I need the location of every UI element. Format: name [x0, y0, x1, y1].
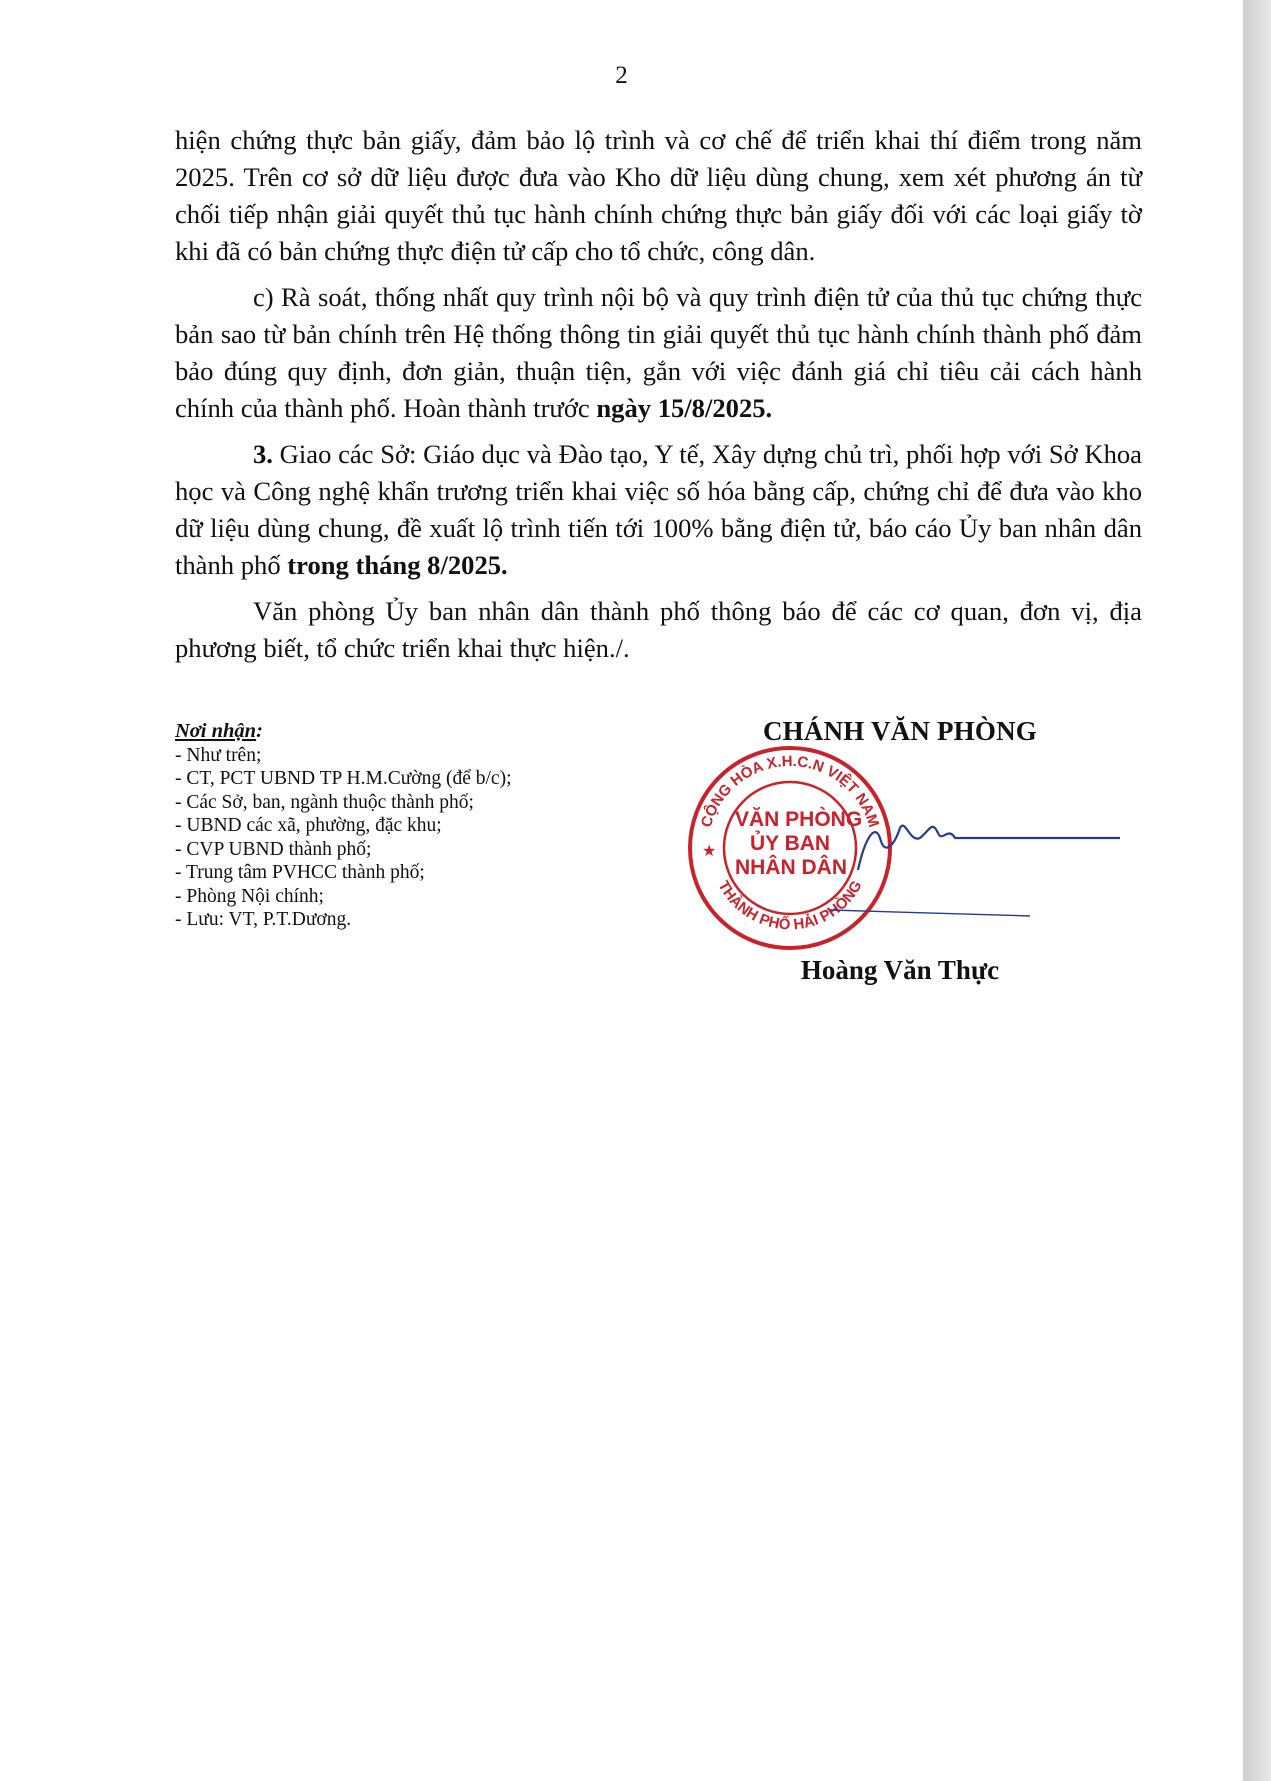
- recipient-list: [175, 744, 512, 932]
- body-paragraph: [175, 279, 1142, 427]
- recipients-title-text: Nơi nhận: [175, 720, 257, 742]
- text-run: Văn phòng Ủy ban nhân dân thành phố thông báo để các cơ quan, đơn vị, địa phương biết, tổ chức triển khai thực hiện./.: [175, 596, 1142, 663]
- page-number: 2: [615, 62, 628, 89]
- seal-star-icon: ★: [702, 841, 717, 860]
- document-body: [175, 122, 1142, 667]
- recipient-item: - CVP UBND thành phố;: [175, 838, 372, 860]
- recipient-item: - CT, PCT UBND TP H.M.Cường (để b/c);: [175, 768, 512, 789]
- recipient-item: - Các Sở, ban, ngành thuộc thành phố;: [175, 791, 474, 813]
- body-paragraph: [175, 436, 1142, 584]
- recipients-block: [175, 720, 512, 932]
- bold-text-run: ngày 15/8/2025.: [596, 393, 773, 423]
- seal-outer-top-text: CỘNG HÒA X.H.C.N VIỆT NAM: [697, 752, 883, 830]
- recipients-title-colon: :: [256, 720, 263, 742]
- recipients-title: [175, 720, 512, 744]
- recipient-item: - UBND các xã, phường, đặc khu;: [175, 815, 442, 836]
- body-paragraph: [175, 593, 1142, 667]
- signature-title: CHÁNH VĂN PHÒNG: [762, 716, 1037, 746]
- text-run: c) Rà soát, thống nhất quy trình nội bộ và quy trình điện tử của thủ tục chứng thực bản sao từ bản chính trên Hệ thống thông tin giải quyết thủ tục hành chính thành phố đảm bảo đúng quy định, đơn giản, thuận tiện, gắn với việc đánh giá chỉ tiêu cải cách hành chính của thành phố. Hoàn thành trước: [175, 282, 1142, 423]
- recipient-item: - Trung tâm PVHCC thành phố;: [175, 862, 425, 883]
- recipient-item: - Như trên;: [175, 744, 262, 766]
- recipient-item: - Lưu: VT, P.T.Dương.: [175, 909, 352, 930]
- body-paragraph: [175, 122, 1142, 270]
- seal-outer-bottom-text: THÀNH PHỐ HẢI PHÒNG: [714, 877, 866, 934]
- seal-center-line-1: VĂN PHÒNG: [735, 808, 863, 831]
- seal-center-line-3: NHÂN DÂN: [735, 856, 847, 879]
- signer-name: Hoàng Văn Thực: [800, 955, 1000, 985]
- recipient-item: - Phòng Nội chính;: [175, 885, 324, 907]
- bold-text-run: trong tháng 8/2025.: [287, 550, 508, 580]
- page-edge-shadow: [1243, 0, 1271, 1781]
- seal-center-line-2: ỦY BAN: [749, 832, 831, 855]
- bold-text-run: 3.: [253, 439, 273, 469]
- text-run: hiện chứng thực bản giấy, đảm bảo lộ trình và cơ chế để triển khai thí điểm trong năm 2025. Trên cơ sở dữ liệu được đưa vào Kho dữ liệu dùng chung, xem xét phương án từ chối tiếp nhận giải quyết thủ tục hành chính chứng thực bản giấy đối với các loại giấy tờ khi đã có bản chứng thực điện tử cấp cho tổ chức, công dân.: [175, 125, 1142, 266]
- handwritten-signature: [858, 826, 1120, 870]
- signature-underline: [830, 910, 1030, 916]
- text-run: Giao các Sở: Giáo dục và Đào tạo, Y tế, Xây dựng chủ trì, phối hợp với Sở Khoa học và Công nghệ khẩn trương triển khai việc số hóa bằng cấp, chứng chỉ để đưa vào kho dữ liệu dùng chung, đề xuất lộ trình tiến tới 100% bằng điện tử, báo cáo Ủy ban nhân dân thành phố: [175, 439, 1142, 580]
